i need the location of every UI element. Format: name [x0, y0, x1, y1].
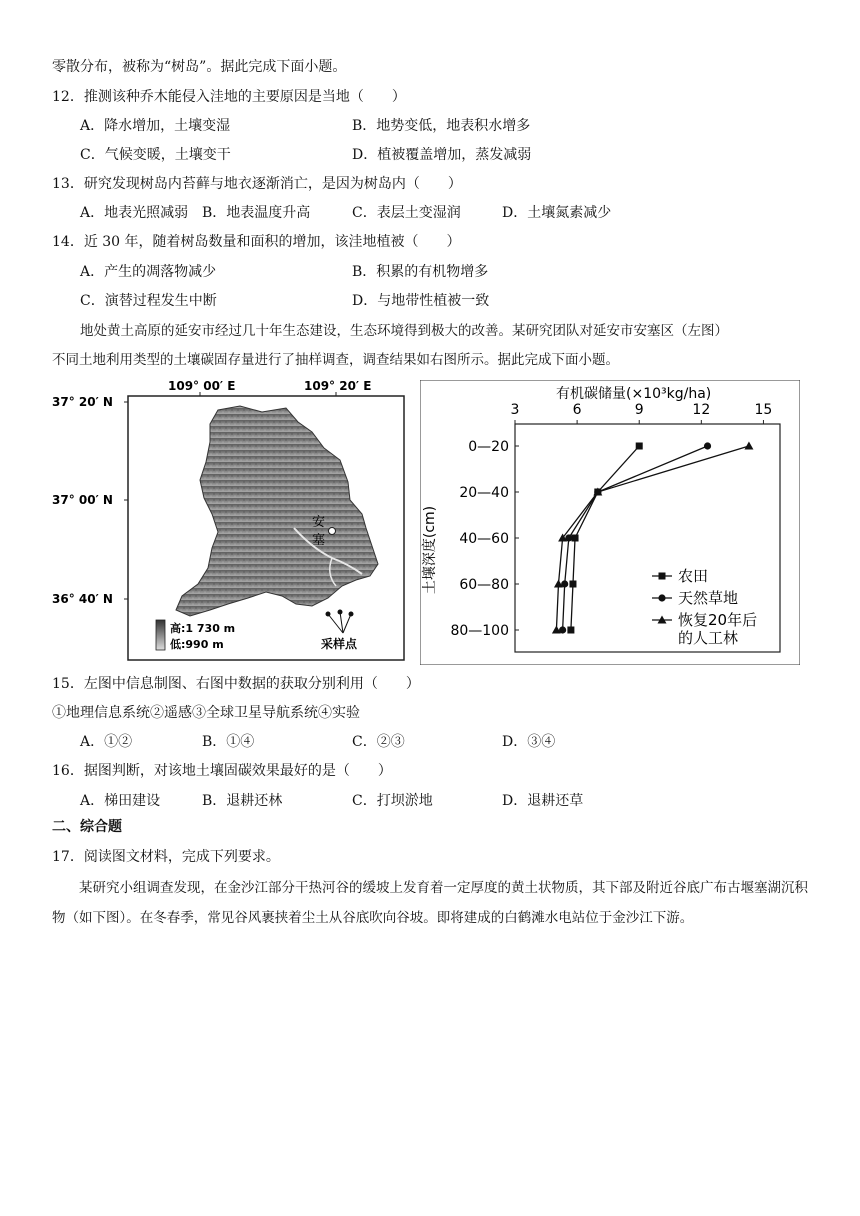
chart-y-label: 土壤深度(cm) — [422, 505, 438, 595]
q15-items: ①地理信息系统②遥感③全球卫星导航系统④实验 — [52, 705, 360, 721]
series-0-point-4 — [567, 627, 574, 634]
legend-label-0: 农田 — [678, 567, 709, 585]
q15-option-b: B．①④ — [202, 734, 255, 750]
map-lat-label-1: 37° 20′ N — [52, 395, 113, 409]
q15-option-a: A．①② — [80, 734, 133, 750]
legend-marker-0 — [659, 573, 666, 580]
q16-option-d: D．退耕还草 — [502, 793, 584, 809]
x-tick-label-3: 3 — [510, 402, 520, 418]
map-lon-label-2: 109° 20′ E — [304, 379, 372, 393]
y-tick-label-4: 80—100 — [450, 623, 509, 639]
legend-high: 高:1 730 m — [170, 622, 236, 635]
q14-option-a: A．产生的凋落物减少 — [80, 264, 217, 280]
legend-label-2: 恢复20年后 — [678, 611, 758, 629]
legend-label-1: 天然草地 — [678, 589, 739, 607]
ansai-city-marker — [329, 528, 336, 535]
q14-option-d: D．与地带性植被一致 — [352, 293, 490, 309]
q13-option-c: C．表层土变湿润 — [352, 205, 461, 221]
q13-option-a: A．地表光照减弱 — [80, 205, 189, 221]
legend-label-2-cont: 的人工林 — [678, 629, 739, 647]
q15-option-d: D．③④ — [502, 734, 556, 750]
q12-option-a: A．降水增加，土壤变湿 — [80, 118, 231, 134]
q14-stem: 14．近 30 年，随着树岛数量和面积的增加，该洼地植被（ ） — [52, 234, 461, 250]
ansai-map-figure — [50, 378, 410, 666]
y-tick-label-3: 60—80 — [459, 577, 509, 593]
q16-option-b: B．退耕还林 — [202, 793, 283, 809]
series-0-point-3 — [569, 581, 576, 588]
q17-material-text: 某研究小组调查发现，在金沙江部分干热河谷的缓坡上发育着一定厚度的黄土状物质，其下部及附近谷底广布古堰塞湖沉积物（如下图）。在冬春季，常见谷风裹挟着尘土从谷底吹向谷坡。即将建成的白鹤滩水电站位于金沙江下游。 — [52, 880, 808, 926]
carbon-chart-svg — [420, 380, 800, 665]
map-lat-label-3: 36° 40′ N — [52, 592, 113, 606]
section-heading: 二、综合题 — [52, 819, 122, 835]
q14-option-b: B．积累的有机物增多 — [352, 264, 489, 280]
chart-title: 有机碳储量(×10³kg/ha) — [556, 386, 712, 402]
x-tick-label-12: 12 — [692, 402, 711, 418]
y-tick-label-1: 20—40 — [459, 485, 509, 501]
q14-option-c: C．演替过程发生中断 — [80, 293, 217, 309]
q15-option-c: C．②③ — [352, 734, 405, 750]
q13-option-d: D．土壤氮素减少 — [502, 205, 612, 221]
elevation-legend-bar — [156, 620, 165, 650]
legend-marker-1 — [658, 594, 665, 601]
y-tick-label-2: 40—60 — [459, 531, 509, 547]
series-0-point-0 — [636, 443, 643, 450]
ansai-map-svg — [50, 378, 410, 666]
q12-stem: 12．推测该种乔木能侵入洼地的主要原因是当地（ ） — [52, 89, 406, 105]
passage2-line1: 地处黄土高原的延安市经过几十年生态建设，生态环境得到极大的改善。某研究团队对延安市安塞区（左图） — [80, 323, 728, 339]
q12-option-d: D．植被覆盖增加，蒸发减弱 — [352, 147, 532, 163]
x-tick-label-9: 9 — [634, 402, 644, 418]
sample-label: 采样点 — [321, 637, 358, 651]
x-tick-label-15: 15 — [754, 402, 773, 418]
map-lon-label-1: 109° 00′ E — [168, 379, 236, 393]
intro-tail: 零散分布，被称为“树岛”。据此完成下面小题。 — [52, 59, 347, 75]
q17-material — [52, 873, 812, 933]
map-lat-label-2: 37° 00′ N — [52, 493, 113, 507]
x-tick-label-6: 6 — [572, 402, 582, 418]
q12-option-c: C．气候变暖，土壤变干 — [80, 147, 231, 163]
q15-stem: 15．左图中信息制图、右图中数据的获取分别利用（ ） — [52, 676, 420, 692]
q16-option-a: A．梯田建设 — [80, 793, 161, 809]
legend-low: 低:990 m — [170, 638, 224, 651]
q16-stem: 16．据图判断，对该地土壤固碳效果最好的是（ ） — [52, 763, 392, 779]
ansai-label-2: 塞 — [312, 533, 326, 548]
y-tick-label-0: 0—20 — [468, 439, 509, 455]
series-0-point-2 — [572, 535, 579, 542]
ansai-label-1: 安 — [312, 515, 326, 530]
series-1-point-0 — [704, 442, 711, 449]
passage2-line2: 不同土地利用类型的土壤碳固存量进行了抽样调查，调查结果如右图所示。据此完成下面小题。 — [52, 352, 619, 368]
q12-option-b: B．地势变低，地表积水增多 — [352, 118, 531, 134]
q16-option-c: C．打坝淤地 — [352, 793, 433, 809]
q13-stem: 13．研究发现树岛内苔藓与地衣逐渐消亡，是因为树岛内（ ） — [52, 176, 462, 192]
q13-option-b: B．地表温度升高 — [202, 205, 311, 221]
q17-stem: 17．阅读图文材料，完成下列要求。 — [52, 849, 280, 865]
carbon-chart-figure — [420, 380, 800, 665]
